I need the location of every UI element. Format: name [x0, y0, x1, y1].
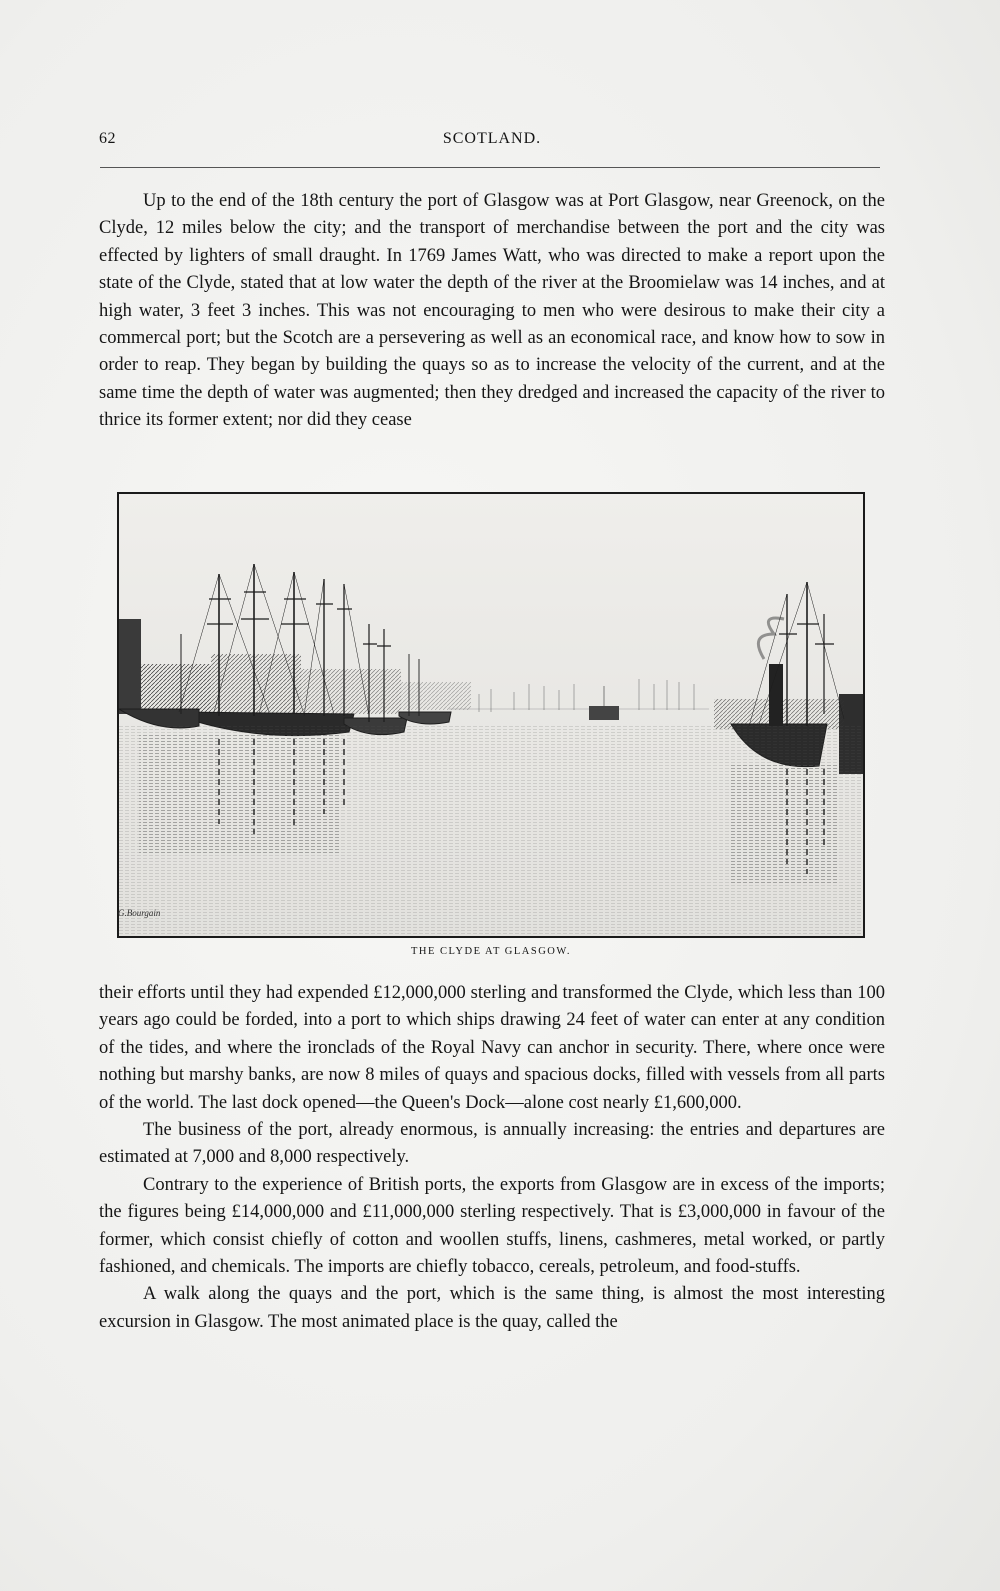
water-reflections	[119, 724, 863, 936]
figure-caption: THE CLYDE AT GLASGOW.	[411, 946, 571, 957]
body-text-bottom	[99, 980, 885, 1336]
illustration-clyde-at-glasgow	[117, 492, 865, 938]
page-number: 62	[99, 130, 116, 147]
header-rule	[100, 167, 880, 168]
paragraph: The business of the port, already enormous, is annually increasing: the entries and departures are estimated at 7,000 and 8,000 respectively.	[99, 1120, 885, 1168]
running-title: SCOTLAND.	[442, 130, 542, 147]
body-text-top	[99, 188, 885, 435]
paragraph: Up to the end of the 18th century the port of Glasgow was at Port Glasgow, near Greenock, on the Clyde, 12 miles below the city; and the transport of merchandise between the port and the city was effected by lighters of small draught. In 1769 James Watt, who was directed to make a report upon the state of the Clyde, stated that at low water the depth of the river at the Broomielaw was 14 inches, and at high water, 3 feet 3 inches. This was not encouraging to men who were desirous to make their city a commercal port; but the Scotch are a persevering as well as an economical race, and know how to sow in order to reap. They began by building the quays so as to increase the velocity of the current, and at the same time the depth of water was augmented; then they dredged and increased the capacity of the river to thrice its former extent; nor did they cease	[99, 191, 885, 431]
paragraph: A walk along the quays and the port, which is the same thing, is almost the most interesting excursion in Glasgow. The most animated place is the quay, called the	[99, 1284, 885, 1332]
paragraph: Contrary to the experience of British ports, the exports from Glasgow are in excess of the imports; the figures being £14,000,000 and £11,000,000 sterling respectively. That is £3,000,000 in favour of the former, which consist chiefly of cotton and woollen stuffs, linens, cashmeres, metal worked, or partly fashioned, and chemicals. The imports are chiefly tobacco, cereals, petroleum, and food-stuffs.	[99, 1174, 885, 1278]
engraver-signature: G.Bourgain	[118, 908, 161, 918]
running-head	[99, 130, 885, 154]
engraving	[119, 494, 863, 936]
paragraph: their efforts until they had expended £12,000,000 sterling and transformed the Clyde, which less than 100 years ago could be forded, into a port to which ships drawing 24 feet of water can enter at any condition of the tides, and where the ironclads of the Royal Navy can anchor in security. There, where once were nothing but marshy banks, are now 8 miles of quays and spacious docks, filled with vessels from all parts of the world. The last dock opened—the Queen's Dock—alone cost nearly £1,600,000.	[99, 983, 885, 1113]
